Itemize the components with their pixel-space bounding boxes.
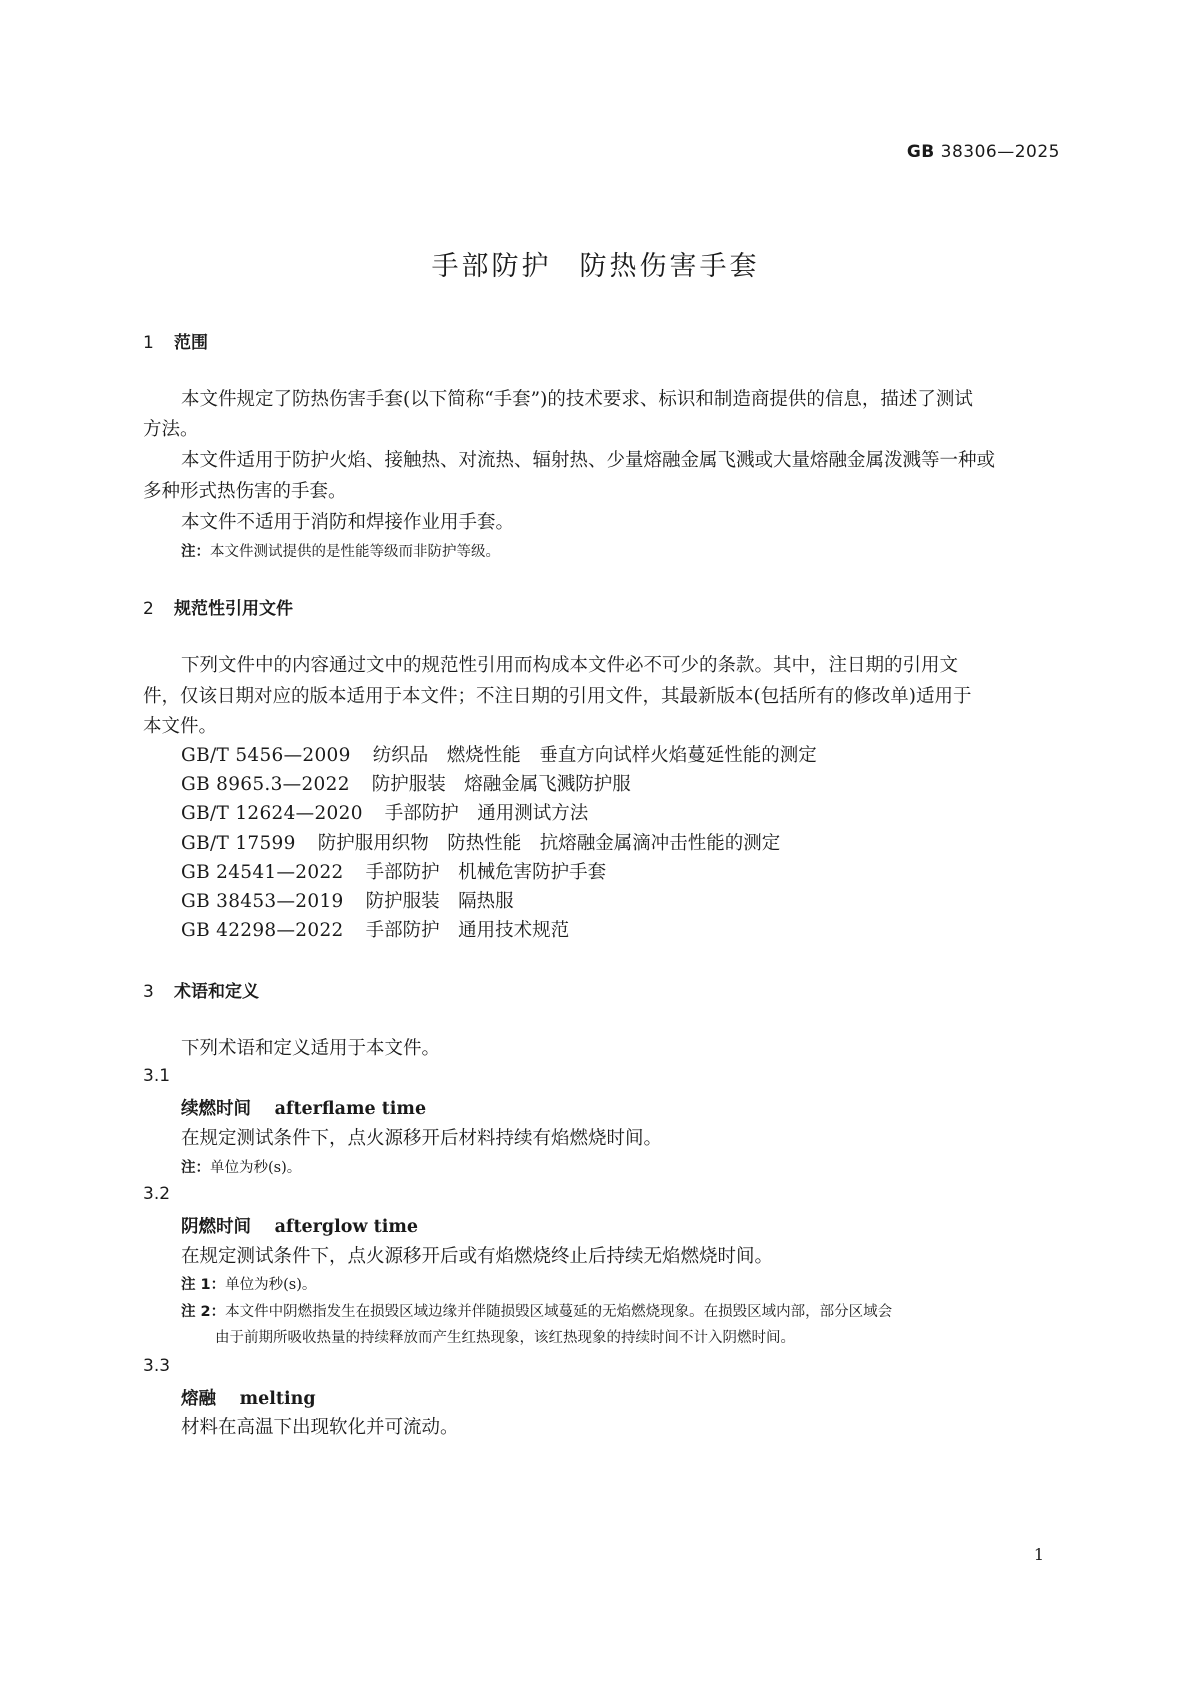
document-title: 手部防护 防热伤害手套 xyxy=(431,251,760,282)
terms-intro: 下列术语和定义适用于本文件。 xyxy=(181,1038,441,1059)
reference-item: GB/T 12624—2020 手部防护 通用测试方法 xyxy=(181,803,589,824)
refs-intro-line2: 件，仅该日期对应的版本适用于本文件；不注日期的引用文件，其最新版本(包括所有的修改单)适用于 xyxy=(143,686,972,707)
scope-note: 注：本文件测试提供的是性能等级而非防护等级。 xyxy=(181,544,500,560)
standard-code: GB 38306—2025 xyxy=(906,142,1060,162)
term-3-2-note-2: 注 2：本文件中阴燃指发生在损毁区域边缘并伴随损毁区域蔓延的无焰燃烧现象。在损毁区域内部，部分区域会 xyxy=(181,1304,893,1320)
term-afterglow-time: 阴燃时间 afterglow time xyxy=(181,1217,418,1237)
term-melting: 熔融 melting xyxy=(181,1389,316,1409)
section-1-heading: 1 范围 xyxy=(143,333,208,353)
reference-item: GB 24541—2022 手部防护 机械危害防护手套 xyxy=(181,862,607,883)
scope-p1-line1: 本文件规定了防热伤害手套(以下简称“手套”)的技术要求、标识和制造商提供的信息，描述了测试 xyxy=(181,389,973,410)
section-2-heading: 2 规范性引用文件 xyxy=(143,599,293,619)
term-3-1-definition: 在规定测试条件下，点火源移开后材料持续有焰燃烧时间。 xyxy=(181,1128,663,1149)
clause-3-2-number: 3.2 xyxy=(143,1184,171,1204)
term-3-2-note-1: 注 1：单位为秒(s)。 xyxy=(181,1277,317,1293)
scope-p2-line1: 本文件适用于防护火焰、接触热、对流热、辐射热、少量熔融金属飞溅或大量熔融金属泼溅等一种或 xyxy=(181,450,996,471)
term-3-2-definition: 在规定测试条件下，点火源移开后或有焰燃烧终止后持续无焰燃烧时间。 xyxy=(181,1246,774,1267)
term-3-3-definition: 材料在高温下出现软化并可流动。 xyxy=(181,1417,459,1438)
reference-item: GB/T 17599 防护服用织物 防热性能 抗熔融金属滴冲击性能的测定 xyxy=(181,833,781,854)
term-afterflame-time: 续燃时间 afterflame time xyxy=(181,1099,427,1119)
reference-item: GB/T 5456—2009 纺织品 燃烧性能 垂直方向试样火焰蔓延性能的测定 xyxy=(181,745,817,766)
scope-p2-line2: 多种形式热伤害的手套。 xyxy=(143,481,347,502)
section-3-heading: 3 术语和定义 xyxy=(143,982,259,1002)
scope-p1-line2: 方法。 xyxy=(143,419,199,440)
refs-intro-line3: 本文件。 xyxy=(143,716,218,737)
term-3-2-note-2-line2: 由于前期所吸收热量的持续释放而产生红热现象，该红热现象的持续时间不计入阴燃时间。 xyxy=(215,1330,795,1346)
clause-3-3-number: 3.3 xyxy=(143,1356,171,1376)
reference-item: GB 42298—2022 手部防护 通用技术规范 xyxy=(181,920,570,941)
reference-item: GB 8965.3—2022 防护服装 熔融金属飞溅防护服 xyxy=(181,774,631,795)
term-3-1-note: 注：单位为秒(s)。 xyxy=(181,1160,302,1176)
reference-item: GB 38453—2019 防护服装 隔热服 xyxy=(181,891,514,912)
clause-3-1-number: 3.1 xyxy=(143,1066,171,1086)
refs-intro-line1: 下列文件中的内容通过文中的规范性引用而构成本文件必不可少的条款。其中，注日期的引用文 xyxy=(181,655,959,676)
scope-p3: 本文件不适用于消防和焊接作业用手套。 xyxy=(181,512,515,533)
page-number: 1 xyxy=(1033,1545,1044,1564)
